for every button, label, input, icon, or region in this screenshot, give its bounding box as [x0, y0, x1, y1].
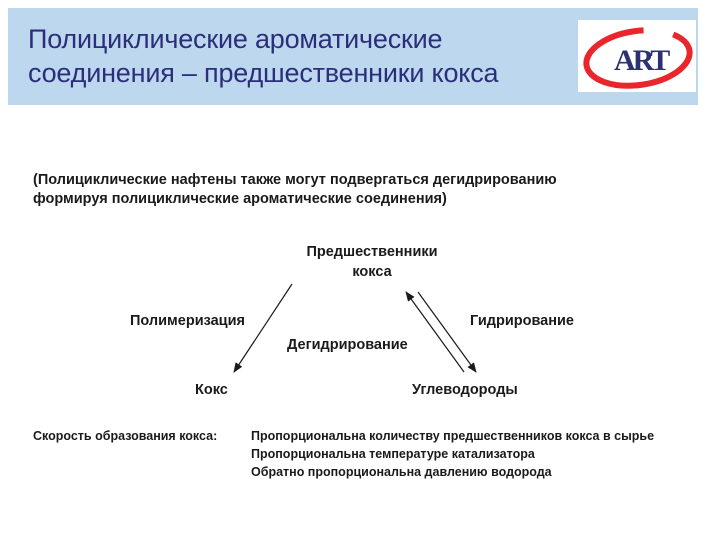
label-hydrogenation: Гидрирование [470, 313, 574, 329]
node-coke: Кокс [195, 382, 228, 398]
coke-rate-item: Пропорциональна количеству предшественников кокса в сырье [251, 429, 655, 443]
node-coke-precursors [286, 242, 458, 282]
coke-rate-item: Пропорциональна температуре катализатора [251, 447, 535, 461]
precursors-line-2: кокса [352, 264, 392, 280]
coke-rate-list [251, 427, 654, 481]
intro-line-2: формируя полициклические ароматические соединения) [33, 191, 447, 207]
logo-text: ART [614, 44, 668, 77]
precursors-line-1: Предшественники [306, 244, 438, 260]
label-polymerization: Полимеризация [130, 313, 245, 329]
coke-rate-item: Обратно пропорциональна давлению водорода [251, 465, 552, 479]
title-line-2: соединения – предшественники кокса [28, 58, 499, 88]
coke-rate-label: Скорость образования кокса: [33, 429, 218, 443]
arrow-dehydrogenation [406, 292, 464, 372]
intro-line-1: (Полициклические нафтены также могут подвергаться дегидрированию [33, 172, 557, 188]
node-hydrocarbons: Углеводороды [412, 382, 518, 398]
arrow-hydrogenation [418, 292, 476, 372]
label-dehydrogenation: Дегидрирование [287, 337, 408, 353]
title-line-1: Полициклические ароматические [28, 24, 443, 54]
